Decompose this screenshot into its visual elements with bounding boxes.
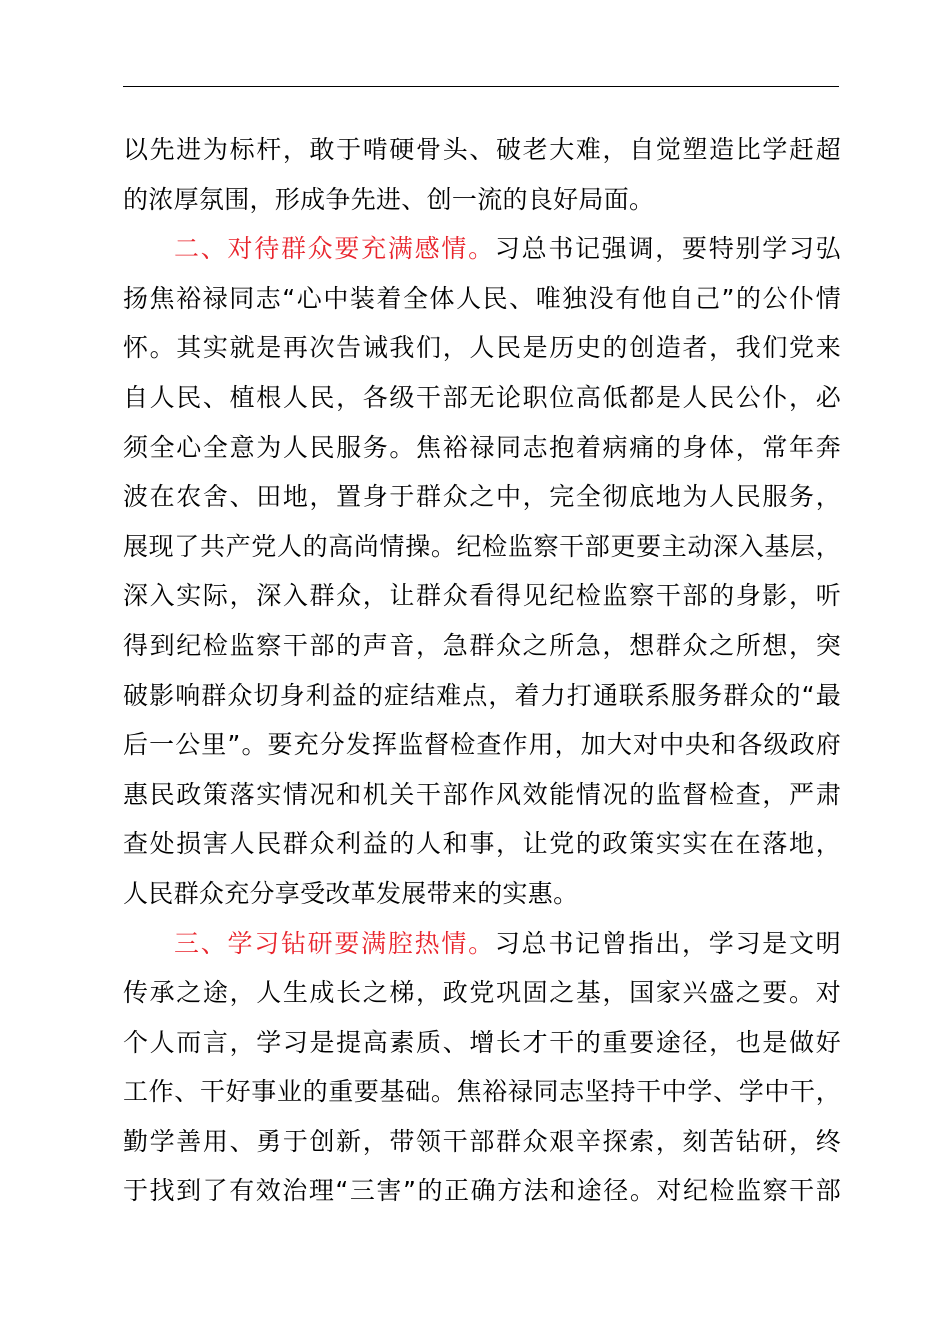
paragraph-2 bbox=[123, 224, 841, 918]
paragraph-first-line bbox=[123, 919, 841, 969]
text-line: 须全心全意为人民服务。焦裕禄同志抱着病痛的身体，常年奔 bbox=[123, 432, 841, 462]
text-line: 勤学善用、勇于创新，带领干部群众艰辛探索，刻苦钻研，终 bbox=[123, 1126, 841, 1156]
text-line: 的浓厚氛围，形成争先进、创一流的良好局面。 bbox=[123, 184, 655, 214]
text-line: 怀。其实就是再次告诫我们，人民是历史的创造者，我们党来 bbox=[123, 333, 841, 363]
text-line: 展现了共产党人的高尚情操。纪检监察干部更要主动深入基层， bbox=[123, 531, 841, 561]
header-rule bbox=[123, 86, 839, 87]
text-line: 扬焦裕禄同志“心中装着全体人民、唯独没有他自己”的公仆情 bbox=[123, 283, 841, 313]
text-line: 传承之途，人生成长之梯，政党巩固之基，国家兴盛之要。对 bbox=[123, 978, 841, 1008]
text-line: 波在农舍、田地，置身于群众之中，完全彻底地为人民服务， bbox=[123, 482, 841, 512]
section-heading-3: 三、学习钻研要满腔热情。 bbox=[174, 928, 495, 958]
section-heading-2: 二、对待群众要充满感情。 bbox=[174, 234, 495, 264]
paragraph-1 bbox=[123, 125, 841, 224]
text-line: 个人而言，学习是提高素质、增长才干的重要途径，也是做好 bbox=[123, 1027, 841, 1057]
paragraph-3 bbox=[123, 919, 841, 1217]
text-span: 习总书记强调，要特别学习弘 bbox=[494, 234, 841, 264]
text-line: 惠民政策落实情况和机关干部作风效能情况的监督检查，严肃 bbox=[123, 779, 841, 809]
text-line: 工作、干好事业的重要基础。焦裕禄同志坚持干中学、学中干， bbox=[123, 1077, 841, 1107]
text-line: 查处损害人民群众利益的人和事，让党的政策实实在在落地， bbox=[123, 829, 841, 859]
text-span: 习总书记曾指出，学习是文明 bbox=[494, 928, 841, 958]
text-line: 破影响群众切身利益的症结难点，着力打通联系服务群众的“最 bbox=[123, 680, 841, 710]
paragraph-first-line bbox=[123, 224, 841, 274]
document-body bbox=[123, 125, 841, 1216]
text-line: 自人民、植根人民，各级干部无论职位高低都是人民公仆，必 bbox=[123, 382, 841, 412]
text-line: 后一公里”。要充分发挥监督检查作用，加大对中央和各级政府 bbox=[123, 730, 841, 760]
text-line: 人民群众充分享受改革发展带来的实惠。 bbox=[123, 878, 579, 908]
text-line: 得到纪检监察干部的声音，急群众之所急，想群众之所想，突 bbox=[123, 630, 841, 660]
text-line: 于找到了有效治理“三害”的正确方法和途径。对纪检监察干部 bbox=[123, 1176, 841, 1206]
text-line: 以先进为标杆，敢于啃硬骨头、破老大难，自觉塑造比学赶超 bbox=[123, 135, 841, 164]
text-line: 深入实际，深入群众，让群众看得见纪检监察干部的身影，听 bbox=[123, 581, 841, 611]
